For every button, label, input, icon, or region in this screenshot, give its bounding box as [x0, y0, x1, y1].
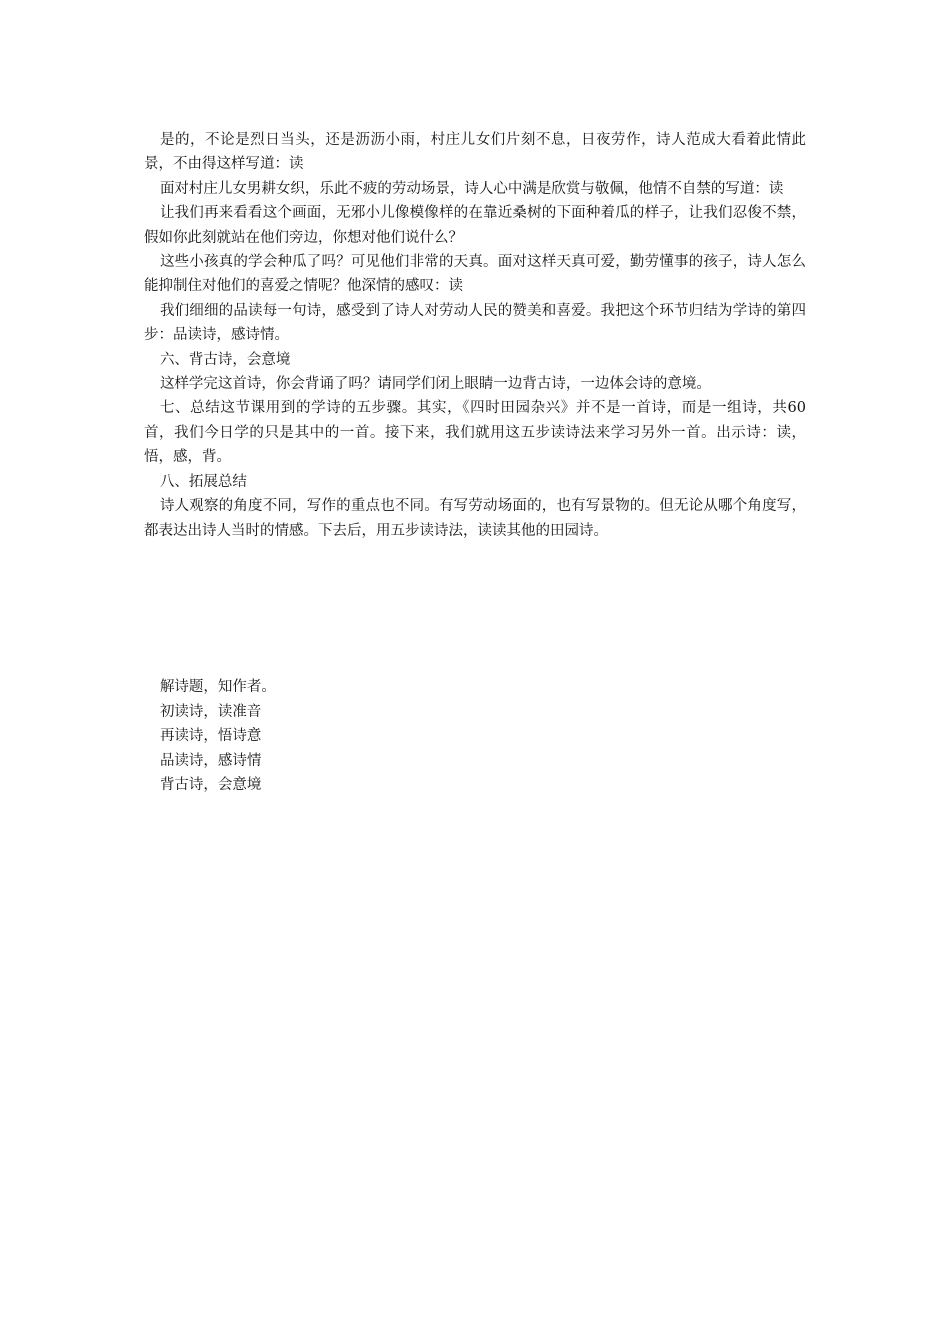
- step-4: 品读诗，感诗情: [159, 752, 262, 769]
- paragraph-3: 让我们再来看看这个画面，无邪小儿像模像样的在靠近桑树的下面种着瓜的样子，让我们忍俊不禁，假如你此刻就站在他们旁边，你想对他们说什么？: [144, 205, 806, 246]
- paragraph-5: 我们细细的品读每一句诗，感受到了诗人对劳动人民的赞美和喜爱。我把这个环节归结为学诗的第四步：品读诗，感诗情。: [144, 302, 806, 344]
- step-3: 再读诗，悟诗意: [159, 728, 262, 745]
- step-2: 初读诗，读准音: [159, 703, 262, 720]
- section-heading-6: 六、背古诗，会意境: [159, 351, 291, 368]
- step-1: 解诗题，知作者。: [159, 679, 276, 695]
- paragraph-2: 面对村庄儿女男耕女织，乐此不疲的劳动场景，诗人心中满是欣赏与敬佩，他情不自禁的写道：读: [159, 180, 784, 197]
- paragraph-8: 七、总结这节课用到的学诗的五步骤。其实，《四时田园杂兴》并不是一首诗，而是一组诗，共60首，我们今日学的只是其中的一首。接下来，我们就用这五步读诗法来学习另外一首。出示诗：读，悟，感，背。: [144, 400, 806, 466]
- step-5: 背古诗，会意境: [159, 777, 262, 794]
- paragraph-10: 诗人观察的角度不同，写作的重点也不同。有写劳动场面的，也有写景物的。但无论从哪个角度写，都表达出诗人当时的情感。下去后，用五步读诗法，读读其他的田园诗。: [144, 498, 806, 539]
- lesson-body: [144, 128, 806, 543]
- section-heading-8: 八、拓展总结: [159, 473, 247, 490]
- paragraph-4: 这些小孩真的学会种瓜了吗？可见他们非常的天真。面对这样天真可爱，勤劳懂事的孩子，诗人怎么能抑制住对他们的喜爱之情呢？他深情的感叹：读: [144, 254, 806, 295]
- paragraph-7: 这样学完这首诗，你会背诵了吗？请同学们闭上眼睛一边背古诗，一边体会诗的意境。: [159, 376, 711, 393]
- five-step-summary: [144, 675, 544, 798]
- paragraph-1: 是的，不论是烈日当头，还是沥沥小雨，村庄儿女们片刻不息，日夜劳作，诗人范成大看着此情此景，不由得这样写道：读: [144, 132, 806, 173]
